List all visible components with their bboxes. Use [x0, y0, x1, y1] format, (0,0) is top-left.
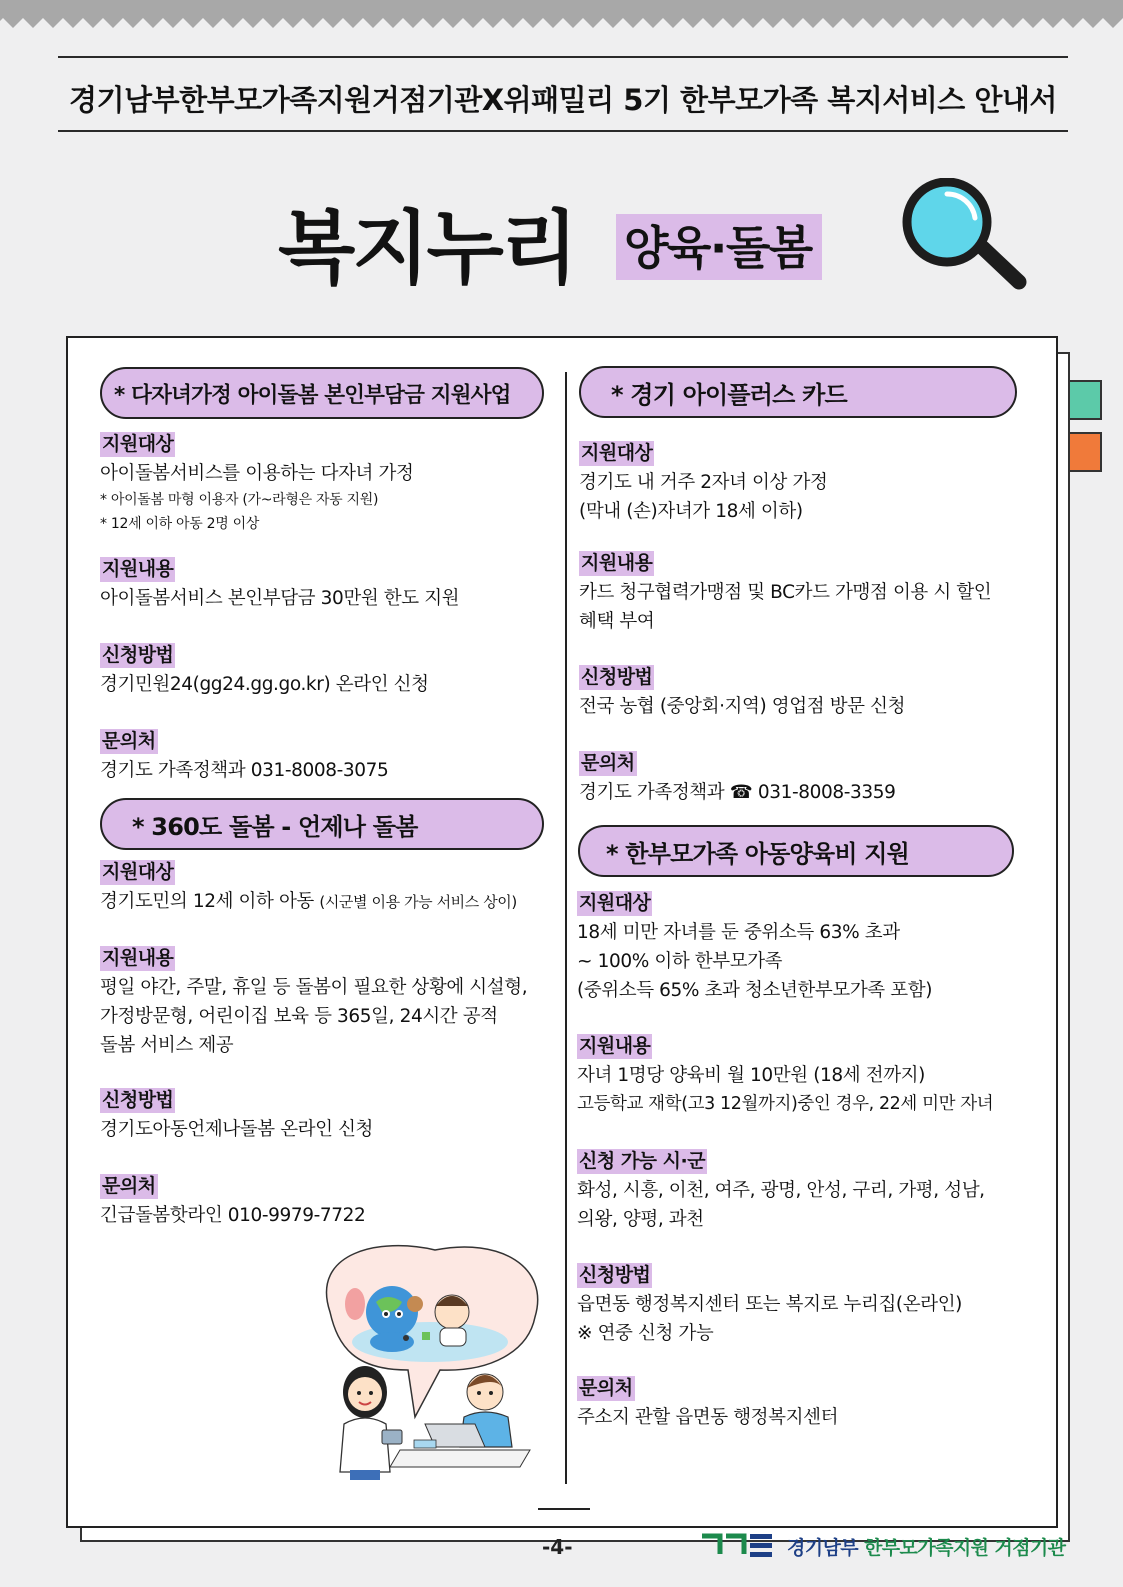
note-type-ma: * 아이돌봄 마형 이용자 (가~라형은 자동 지원)	[100, 492, 379, 508]
label-contact: 문의처	[102, 730, 156, 752]
label-target: 지원대상	[581, 442, 653, 464]
text-content-line2: 혜택 부여	[579, 611, 655, 632]
section-pill-iplus-card: * 경기 아이플러스 카드	[579, 366, 1017, 418]
column-divider	[565, 372, 567, 1484]
target-main: 경기도민의 12세 이하 아동	[100, 891, 314, 912]
text-target-line2: (막내 (손)자녀가 18세 이하)	[579, 501, 803, 522]
label-content: 지원내용	[579, 1035, 651, 1057]
text-content-line2: 고등학교 재학(고3 12월까지)중인 경우, 22세 미만 자녀	[577, 1094, 994, 1114]
label-region: 신청 가능 시·군	[579, 1150, 706, 1172]
label-apply: 신청방법	[579, 1264, 651, 1286]
block-target-right1	[579, 441, 1019, 526]
block-target-right2	[577, 891, 1017, 1005]
label-contact: 문의처	[581, 752, 635, 774]
block-contact-left1	[100, 729, 560, 785]
block-contact-right2	[577, 1376, 1017, 1432]
text-apply: 경기도아동언제나돌봄 온라인 신청	[100, 1119, 374, 1140]
footer-org-name	[787, 1533, 1065, 1560]
label-target: 지원대상	[579, 892, 651, 914]
footer-org-region: 경기남부	[787, 1537, 859, 1559]
block-content-left1	[100, 557, 560, 613]
text-content: 아이돌봄서비스 본인부담금 30만원 한도 지원	[100, 588, 460, 609]
text-contact: 경기도 가족정책과 031-8008-3075	[100, 760, 389, 781]
section-pill-360-care: * 360도 돌봄 - 언제나 돌봄	[100, 798, 544, 850]
hero-banner	[0, 178, 1123, 298]
label-apply: 신청방법	[581, 666, 653, 688]
block-apply-right2	[577, 1263, 1017, 1348]
text-target: 아이돌봄서비스를 이용하는 다자녀 가정	[100, 463, 414, 484]
block-content-right1	[579, 551, 1019, 636]
magnifier-icon	[895, 178, 1040, 293]
text-content-line1: 평일 야간, 주말, 휴일 등 돌봄이 필요한 상황에 시설형,	[100, 977, 528, 998]
text-target-line2: ~ 100% 이하 한부모가족	[577, 951, 783, 972]
section-pill-multichild-care: * 다자녀가정 아이돌봄 본인부담금 지원사업	[100, 367, 544, 419]
torn-paper-edge	[0, 0, 1123, 30]
text-contact: 경기도 가족정책과 ☎ 031-8008-3359	[579, 782, 896, 803]
section-pill-child-support: * 한부모가족 아동양육비 지원	[578, 825, 1014, 877]
text-region-line2: 의왕, 양평, 과천	[577, 1209, 704, 1230]
label-apply: 신청방법	[102, 1089, 174, 1111]
target-note: (시군별 이용 가능 서비스 상이)	[319, 893, 517, 911]
text-apply: 경기민원24(gg24.gg.go.kr) 온라인 신청	[100, 674, 429, 695]
text-contact: 긴급돌봄핫라인 010-9979-7722	[100, 1205, 366, 1226]
label-contact: 문의처	[579, 1377, 633, 1399]
block-contact-right1	[579, 751, 1019, 807]
hero-subtitle: 양육·돌봄	[616, 214, 822, 280]
text-content-line3: 돌봄 서비스 제공	[100, 1035, 234, 1056]
block-region-right2	[577, 1149, 1017, 1234]
label-contact: 문의처	[102, 1175, 156, 1197]
label-content: 지원내용	[102, 558, 174, 580]
page-marker-line	[538, 1508, 590, 1510]
label-content: 지원내용	[581, 552, 653, 574]
text-apply-line1: 읍면동 행정복지센터 또는 복지로 누리집(온라인)	[577, 1294, 962, 1315]
text-target-line1: 18세 미만 자녀를 둔 중위소득 63% 초과	[577, 922, 900, 943]
document-title: 경기남부한부모가족지원거점기관X위패밀리 5기 한부모가족 복지서비스 안내서	[69, 83, 1057, 117]
text-apply: 전국 농협 (중앙회·지역) 영업점 방문 신청	[579, 696, 906, 717]
text-content-line1: 자녀 1명당 양육비 월 10만원 (18세 전까지)	[577, 1065, 925, 1086]
org-logo-icon	[700, 1532, 774, 1558]
text-target-line3: (중위소득 65% 초과 청소년한부모가족 포함)	[577, 980, 933, 1001]
header-rule-bottom	[58, 130, 1068, 132]
text-contact: 주소지 관할 읍면동 행정복지센터	[577, 1407, 839, 1428]
family-care-illustration	[310, 1242, 555, 1482]
label-content: 지원내용	[102, 947, 174, 969]
section-multichild-care	[100, 432, 560, 536]
text-target-line1: 경기도 내 거주 2자녀 이상 가정	[579, 472, 828, 493]
block-contact-left2	[100, 1174, 560, 1230]
label-apply: 신청방법	[102, 644, 174, 666]
text-region-line1: 화성, 시흥, 이천, 여주, 광명, 안성, 구리, 가평, 성남,	[577, 1180, 985, 1201]
text-content-line2: 가정방문형, 어린이집 보육 등 365일, 24시간 공적	[100, 1006, 498, 1027]
block-apply-left2	[100, 1088, 560, 1144]
block-content-left2	[100, 946, 550, 1060]
hero-title: 복지누리	[278, 202, 576, 295]
label-target: 지원대상	[102, 433, 174, 455]
footer-org-title: 한부모가족지원 거점기관	[864, 1537, 1066, 1559]
block-apply-right1	[579, 665, 1019, 721]
text-target	[100, 887, 560, 917]
label-target: 지원대상	[102, 861, 174, 883]
text-content-line1: 카드 청구협력가맹점 및 BC카드 가맹점 이용 시 할인	[579, 582, 992, 603]
page-number: -4-	[542, 1535, 573, 1559]
block-apply-left1	[100, 643, 560, 699]
block-content-right2	[577, 1034, 1017, 1119]
block-target-left2	[100, 860, 560, 917]
text-apply-line2: ※ 연중 신청 가능	[577, 1323, 714, 1344]
header-rule-top	[58, 56, 1068, 58]
note-age: * 12세 이하 아동 2명 이상	[100, 516, 260, 532]
